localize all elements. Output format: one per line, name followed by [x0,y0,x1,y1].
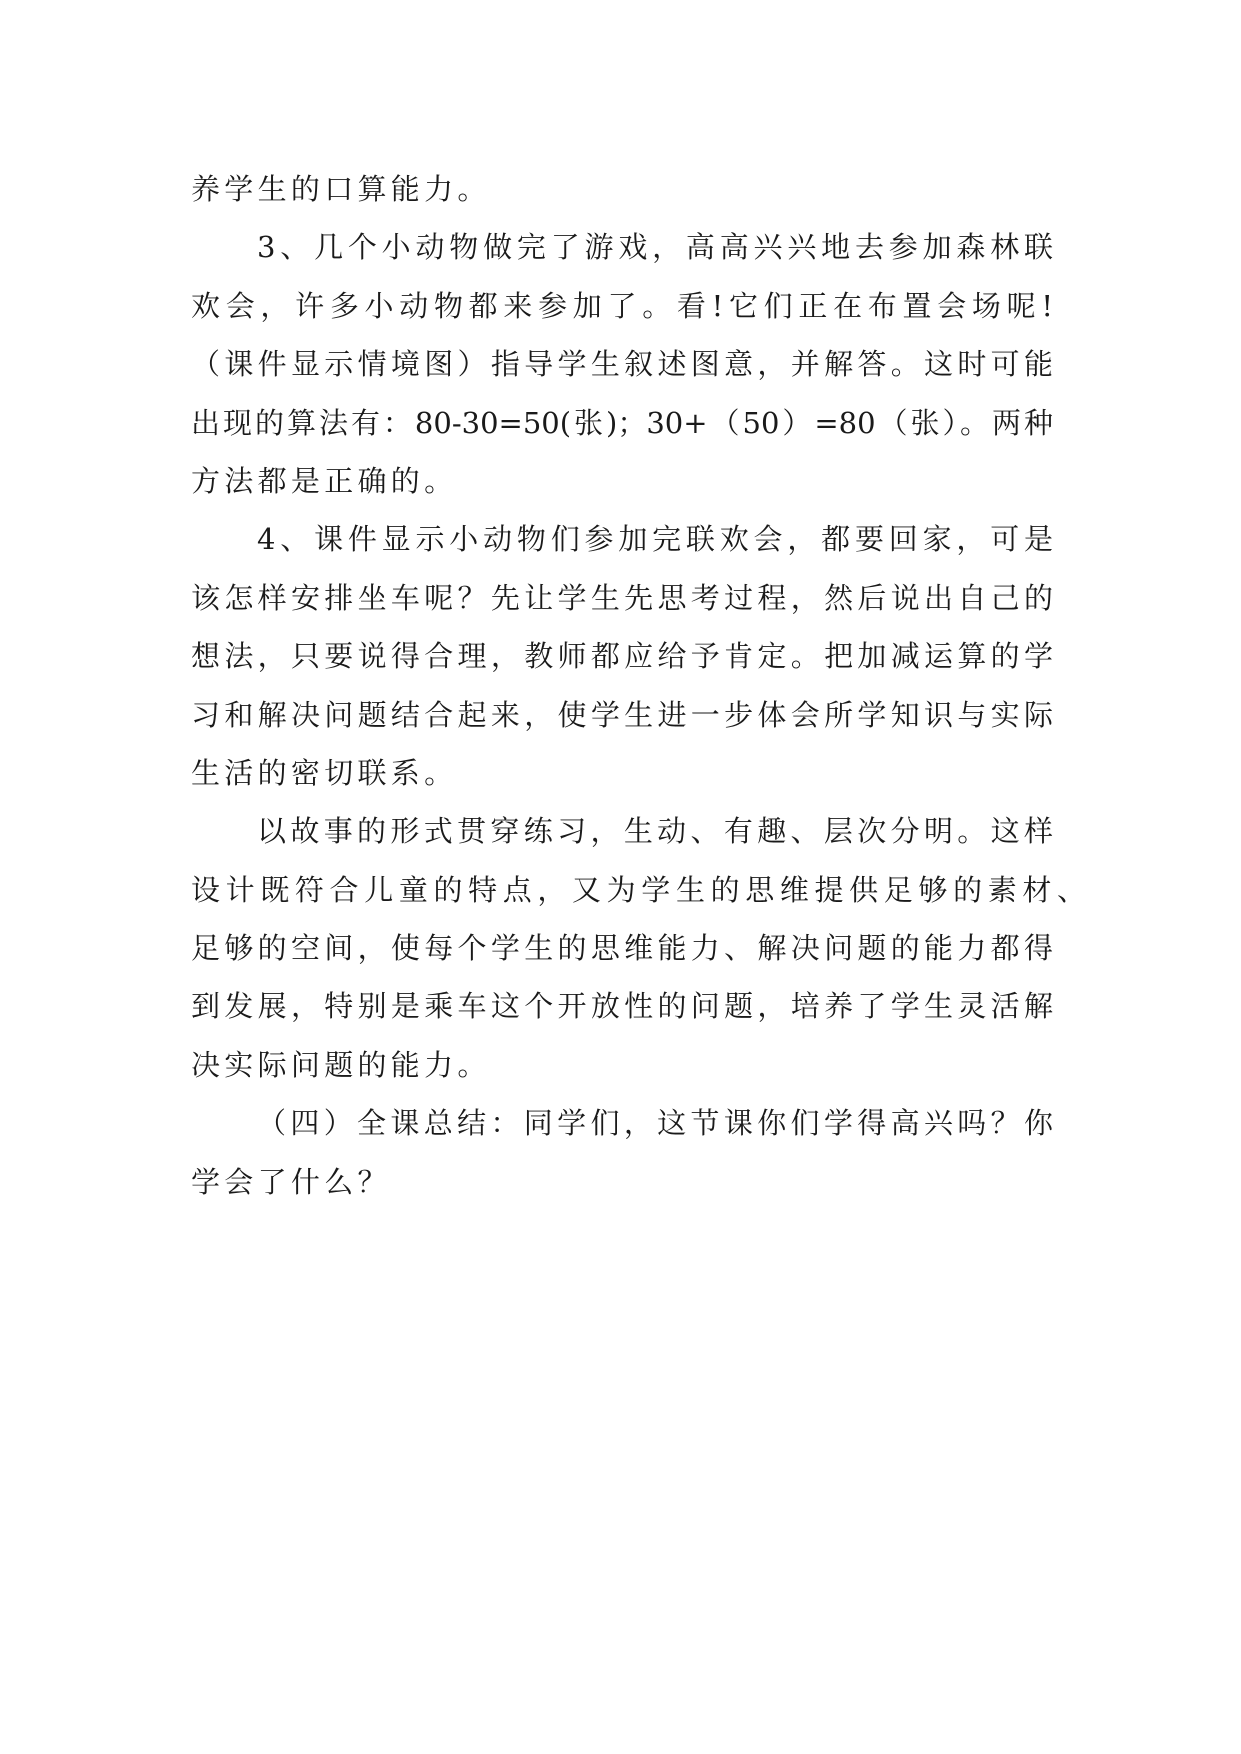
text-line: 4、课件显示小动物们参加完联欢会，都要回家，可是 [257,522,1053,557]
text-line: 欢会，许多小动物都来参加了。看!它们正在布置会场呢! [191,288,1053,323]
document-body [191,160,1086,1211]
paragraph-continuation [191,160,1053,218]
text-line: 以故事的形式贯穿练习，生动、有趣、层次分明。这样 [257,814,1053,849]
text-line: 想法，只要说得合理，教师都应给予肯定。把加减运算的学 [191,639,1053,674]
text-line: 学会了什么？ [191,1164,391,1199]
paragraph-summary [191,1094,1053,1211]
text-line: 养学生的口算能力。 [191,172,491,206]
text-line: 方法都是正确的。 [191,463,458,498]
text-line: 习和解决问题结合起来，使学生进一步体会所学知识与实际 [191,697,1053,732]
text-line: （四）全课总结：同学们，这节课你们学得高兴吗？你 [257,1106,1053,1141]
text-line: （课件显示情境图）指导学生叙述图意，并解答。这时可能 [191,347,1053,382]
text-line: 3、几个小动物做完了游戏，高高兴兴地去参加森林联 [257,230,1053,265]
text-line: 决实际问题的能力。 [191,1047,491,1082]
text-line: 设计既符合儿童的特点，又为学生的思维提供足够的素材、 [191,872,1086,907]
text-line: 足够的空间，使每个学生的思维能力、解决问题的能力都得 [191,931,1053,966]
text-line: 该怎样安排坐车呢？先让学生先思考过程，然后说出自己的 [191,580,1053,615]
paragraph-step-3 [191,218,1053,510]
paragraph-commentary [191,802,1086,1094]
text-line: 出现的算法有：80-30=50(张)；30+（50）=80（张）。两种 [191,405,1053,440]
text-line: 生活的密切联系。 [191,755,458,790]
paragraph-step-4 [191,510,1053,802]
text-line: 到发展，特别是乘车这个开放性的问题，培养了学生灵活解 [191,989,1053,1024]
